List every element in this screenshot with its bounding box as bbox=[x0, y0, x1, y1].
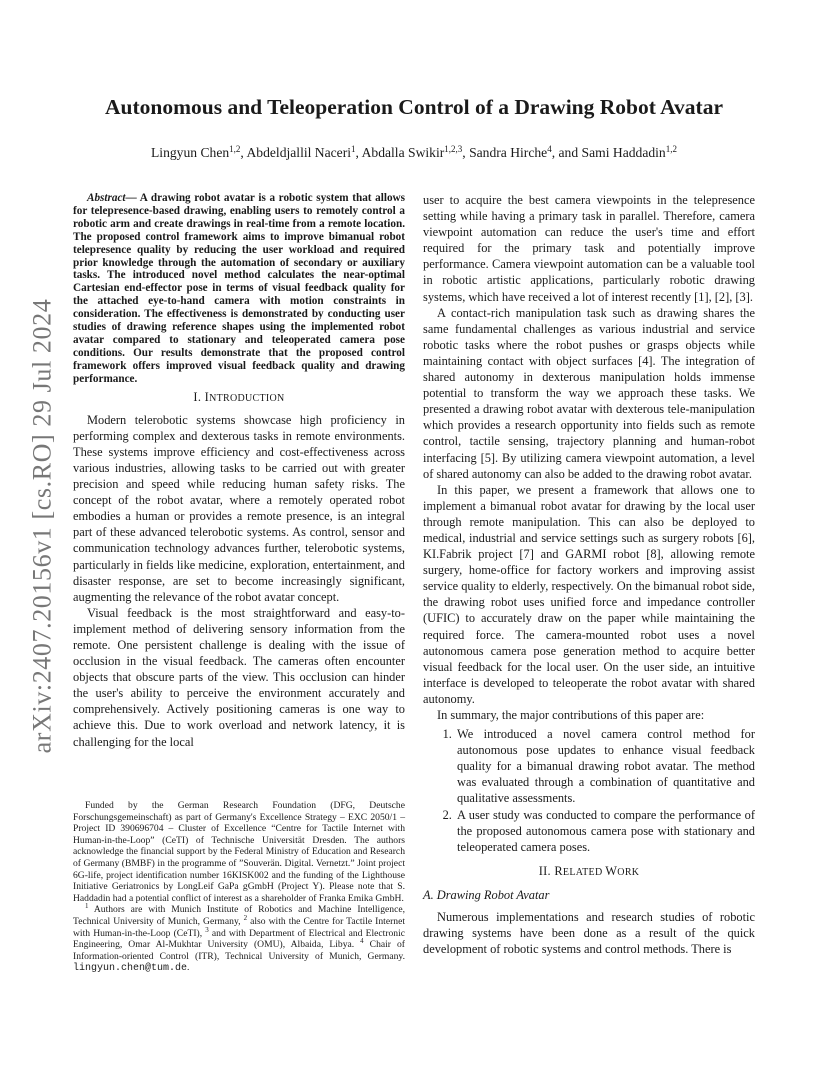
contributions-list bbox=[423, 726, 755, 855]
affiliation-footnote: $^1$ Authors are with Munich Institute of Robotics and Machine Intelligence, Technical University of Munich, Germany, $^2$ also with the Centre for Tactile Internet with Human-in-the-Loop (CeTI), $^3$ and with Department of Electrical and Electronic Engineering, Omar Al-Mukhtar University (OMU), Albaida, Libya. $^4$ Chair of Information-oriented Control (ITR), Technical University of Munich, Germany. lingyun.chen@tum.de. bbox=[73, 902, 405, 975]
intro-paragraph-4: In this paper, we present a framework that allows one to implement a bimanual robot avatar for drawing by the local user through remote manipulation. This can also be deployed to medical, industrial and service settings such as surgery robots [6], KI.Fabrik project [7] and GARMI robot [8], allowing remote surgery, home-office for factory workers and improving assist service quality to elderly, respectively. On the bimanual robot side, the drawing robot uses unified force and impedance controller (UFIC) to accurately draw on the paper while maintaining the required force. The camera-mounted robot uses a novel autonomous camera pose generation method to acquire better visual feedback for the local user. On the user side, an intuitive interface is developed to teleoperate the robot avatar with shared autonomy. bbox=[423, 482, 755, 706]
footnotes bbox=[73, 800, 405, 975]
arxiv-sidebar-stamp bbox=[20, 293, 64, 759]
right-column bbox=[423, 192, 755, 957]
arxiv-identifier: arXiv:2407.20156v1 [cs.RO] 29 Jul 2024 bbox=[27, 298, 56, 754]
intro-paragraph-1: Modern telerobotic systems showcase high proficiency in performing complex and dexterous tasks in remote environments. These systems improve efficiency and cost-effectiveness across various industries, allowing tasks to be carried out with greater precision and speed while reducing human safety risks. The concept of the robot avatar, where a remotely operated robot embodies a human or provides a remote presence, is an integral part of these advanced telerobotic systems. As control, sensor and communication technology advances further, telerobotic systems, particularly in fields like medicine, exploration, entertainment, and disaster response, are set to become increasingly significant, augmenting the relevance of the robot avatar concept. bbox=[73, 412, 405, 604]
abstract-label: Abstract bbox=[87, 192, 126, 204]
intro-paragraph-2: Visual feedback is the most straightforward and easy-to-implement method of delivering sensory information from the remote. One persistent challenge is dealing with the issue of occlusion in the visual feedback. The cameras often encounter objects that obscure parts of the view. This occlusion can hinder the user's ability to perceive the environment accurately and comprehensively. Actively positioning cameras is one way to achieve this. Due to work overload and network latency, it is challenging for the local bbox=[73, 605, 405, 749]
left-column bbox=[73, 192, 405, 750]
author: Sandra Hirche$^4$, and bbox=[469, 144, 582, 160]
funding-footnote: Funded by the German Research Foundation (DFG, Deutsche Forschungsgemeinschaft) as part of Germany's Excellence Strategy – EXC 2050/1 – Project ID 390696704 – Cluster of Excellence “Centre for Tactile Internet with Human-in-the-Loop” (CeTI) of Technische Universität Dresden. The authors acknowledge the financial support by the Federal Ministry of Education and Research of Germany (BMBF) in the programme of ”Souverän. Digital. Vernetzt.” Joint project 6G-life, project identification number 16KISK002 and the funding of the Lighthouse Initiative Geriatronics by LongLeif GaPa gGmbH (Project Y). Please note that S. Haddadin had a potential conflict of interest as a shareholder of Franka Emika GmbH. bbox=[73, 800, 405, 904]
contribution-item: 2. A user study was conducted to compare the performance of the proposed autonomous camera pose with stationary and teleoperated camera poses. bbox=[455, 807, 755, 855]
author: Abdeldjallil Naceri$^1$, bbox=[246, 144, 362, 160]
author-list bbox=[70, 145, 758, 161]
author: Abdalla Swikir$^{1,2,3}$, bbox=[361, 144, 470, 160]
subsection-heading-drawing-robot-avatar: A. Drawing Robot Avatar bbox=[423, 887, 550, 902]
section-heading-introduction: I. INTRODUCTION bbox=[193, 389, 285, 404]
paper-title: Autonomous and Teleoperation Control of a Drawing Robot Avatar bbox=[105, 95, 723, 119]
contribution-item: 1. We introduced a novel camera control method for autonomous pose updates to enhance visual feedback quality for a bimanual drawing robot avatar. The method was evaluated through a combination of quantitative and qualitative assessments. bbox=[455, 726, 755, 806]
author: Lingyun Chen$^{1,2}$, bbox=[151, 144, 247, 160]
intro-paragraph-continued: user to acquire the best camera viewpoints in the telepresence setting while having a primary task in parallel. Therefore, camera viewpoint automation can reduce the user's time and effort required for the primary task and potentially improve performance. Camera viewpoint automation can be a valuable tool in robotic artistic applications, particularly robotic drawing systems, which have received a lot of interest recently [1], [2], [3]. bbox=[423, 193, 755, 304]
author-email: lingyun.chen@tum.de bbox=[73, 963, 188, 975]
intro-paragraph-3: A contact-rich manipulation task such as drawing shares the same fundamental challenges as various industrial and service robotic tasks where the robot pushes or grasps objects while maintaining contact with object surfaces [4]. The integration of shared autonomy in dexterous manipulation holds immense potential to transform the way we approach these tasks. We presented a drawing robot avatar with dexterous tele-manipulation which provides a research opportunity into fields such as remote control, tactile sensing, trajectory planning and human-robot interfacing [5]. By utilizing camera viewpoint automation, a level of shared autonomy can also be added to the drawing robot avatar. bbox=[423, 305, 755, 481]
contributions-intro: In summary, the major contributions of this paper are: bbox=[437, 708, 705, 722]
related-work-paragraph: Numerous implementations and research studies of robotic drawing systems have been done as a result of the quick development of robotic systems and control methods. There is bbox=[423, 910, 755, 957]
section-heading-related-work: II. RELATED WORK bbox=[538, 863, 640, 878]
abstract-text: — A drawing robot avatar is a robotic system that allows for telepresence-based drawing, enabling users to remotely control a robotic arm and create drawings in real-time from a remote location. The proposed control framework aims to improve bimanual robot telepresence quality by reducing the user workload and required prior knowledge through the automation of secondary or auxiliary tasks. The introduced novel method calculates the near-optimal Cartesian end-effector pose in terms of visual feedback quality for the attached eye-to-hand camera with motion constraints in consideration. The effectiveness is demonstrated by conducting user studies of drawing reference shapes using the implemented robot avatar compared to stationary and teleoperated camera pose conditions. Our results demonstrate that the proposed control framework offers improved visual feedback quality and drawing performance. bbox=[73, 192, 405, 385]
abstract bbox=[73, 192, 405, 386]
author: Sami Haddadin$^{1,2}$ bbox=[581, 144, 677, 160]
